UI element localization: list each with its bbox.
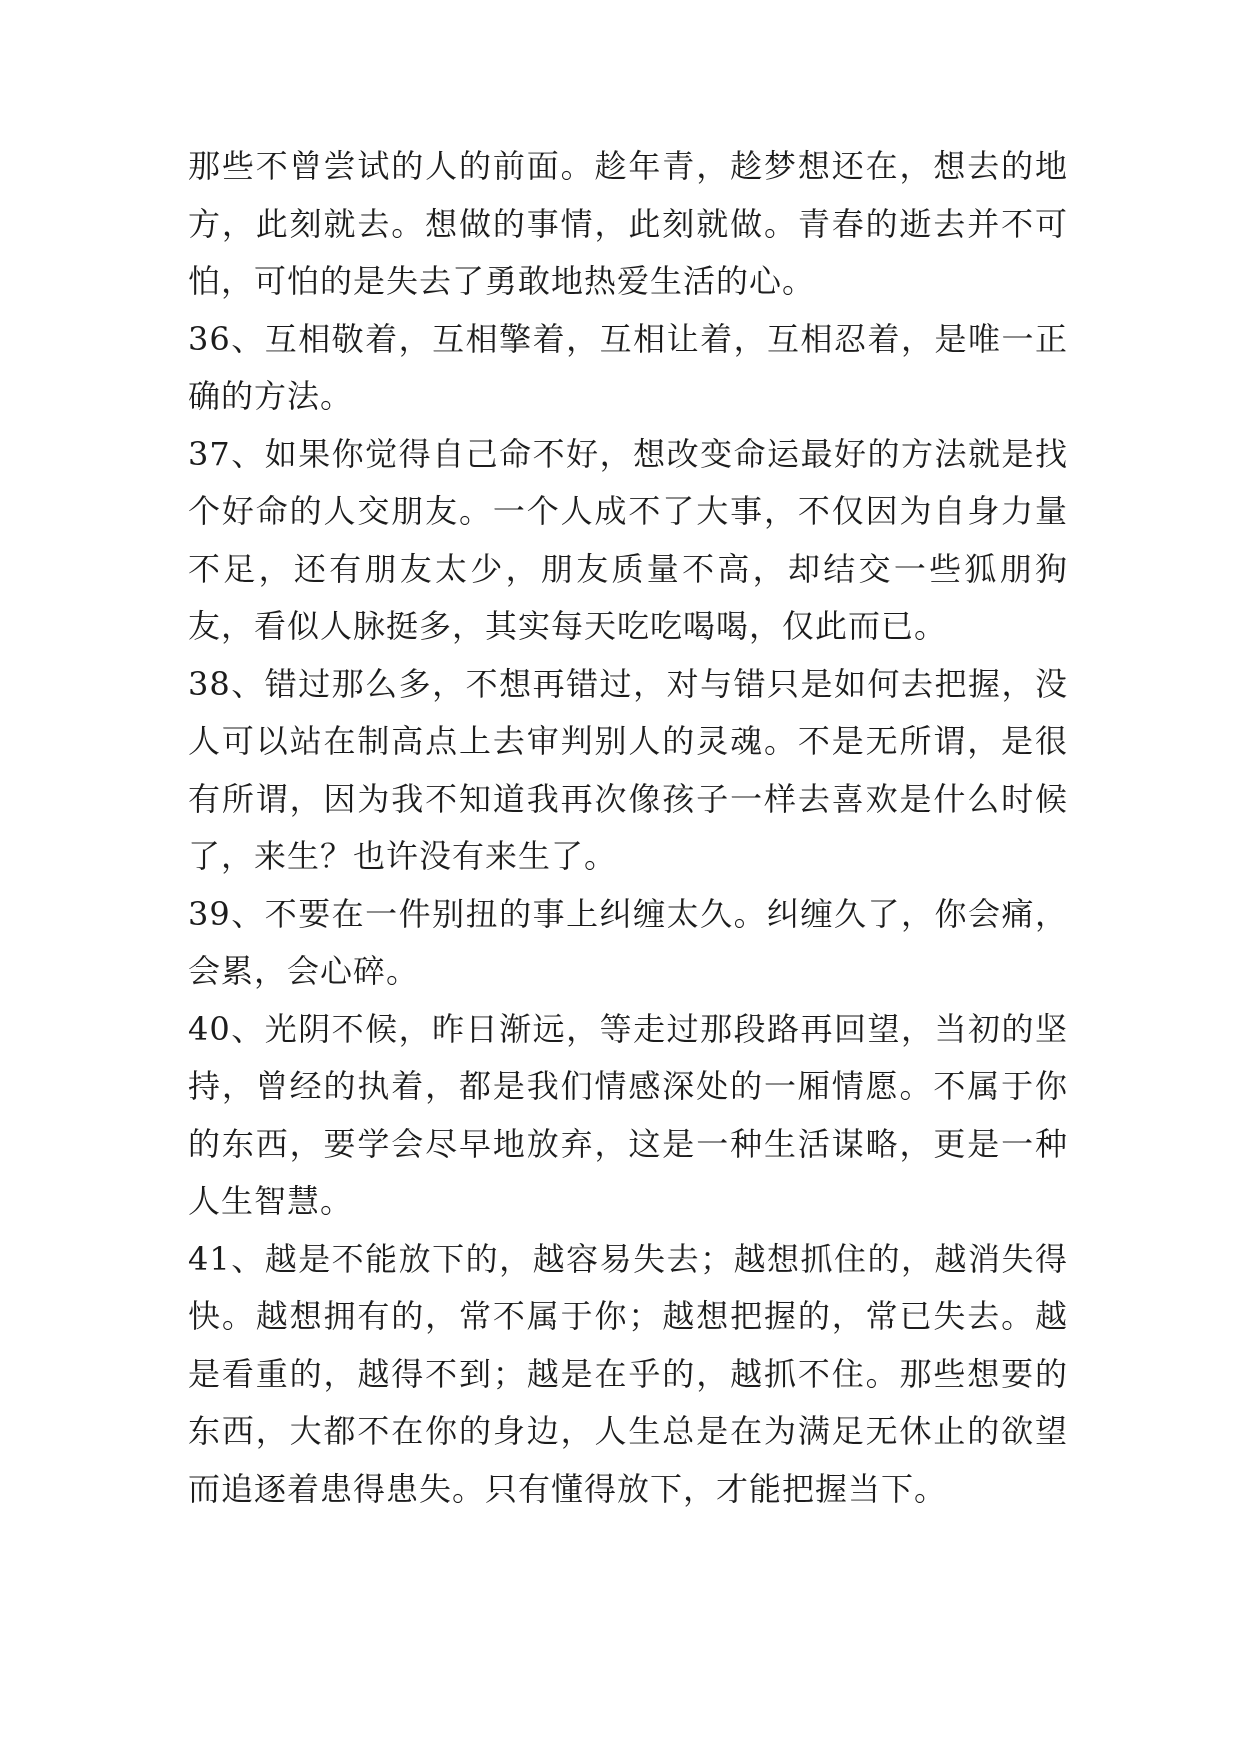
paragraph-38: 38、错过那么多，不想再错过，对与错只是如何去把握，没人可以站在制高点上去审判别人的灵魂。不是无所谓，是很有所谓，因为我不知道我再次像孩子一样去喜欢是什么时候了，来生？也许没有来生了。 [188, 664, 1068, 875]
paragraph-41: 41、越是不能放下的，越容易失去；越想抓住的，越消失得快。越想拥有的，常不属于你；越想把握的，常已失去。越是看重的，越得不到；越是在乎的，越抓不住。那些想要的东西，大都不在你的身边，人生总是在为满足无休止的欲望而追逐着患得患失。只有懂得放下，才能把握当下。 [188, 1239, 1068, 1508]
document-page [188, 138, 1068, 1518]
paragraph-40: 40、光阴不候，昨日渐远，等走过那段路再回望，当初的坚持，曾经的执着，都是我们情感深处的一厢情愿。不属于你的东西，要学会尽早地放弃，这是一种生活谋略，更是一种人生智慧。 [188, 1009, 1068, 1220]
paragraph-39: 39、不要在一件别扭的事上纠缠太久。纠缠久了，你会痛，会累，会心碎。 [188, 894, 1068, 990]
paragraph-continuation: 那些不曾尝试的人的前面。趁年青，趁梦想还在，想去的地方，此刻就去。想做的事情，此刻就做。青春的逝去并不可怕，可怕的是失去了勇敢地热爱生活的心。 [188, 147, 1068, 300]
paragraph-37: 37、如果你觉得自己命不好，想改变命运最好的方法就是找个好命的人交朋友。一个人成不了大事，不仅因为自身力量不足，还有朋友太少，朋友质量不高，却结交一些狐朋狗友，看似人脉挺多，其实每天吃吃喝喝，仅此而已。 [188, 434, 1068, 645]
paragraph-36: 36、互相敬着，互相擎着，互相让着，互相忍着，是唯一正确的方法。 [188, 319, 1068, 415]
